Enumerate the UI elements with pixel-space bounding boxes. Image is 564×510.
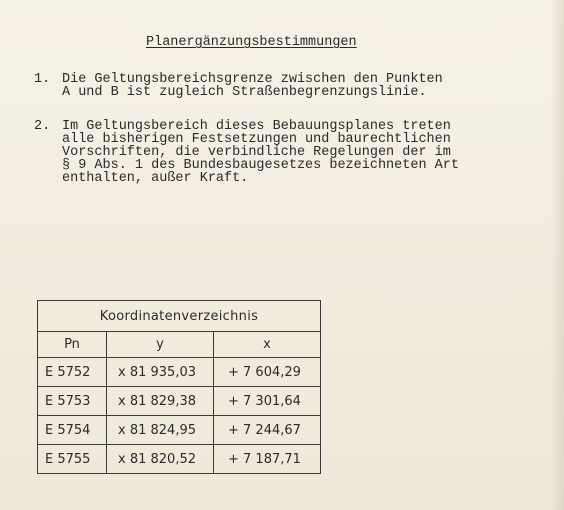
- cell-point: E 5755: [38, 445, 107, 474]
- provision-line: Im Geltungsbereich dieses Bebauungsplanes treten: [62, 119, 451, 134]
- provision-item-2: [34, 120, 544, 185]
- table-title: Koordinatenverzeichnis: [38, 301, 321, 332]
- table-row: [38, 416, 321, 445]
- document-title: Planergänzungsbestimmungen: [146, 35, 357, 50]
- cell-point: E 5754: [38, 416, 107, 445]
- provision-line: enthalten, außer Kraft.: [62, 171, 249, 186]
- cell-y: x 81 935,03: [107, 358, 214, 387]
- cell-y: x 81 820,52: [107, 445, 214, 474]
- table-row: [38, 445, 321, 474]
- cell-y: x 81 824,95: [107, 416, 214, 445]
- page-edge-shadow: [550, 0, 564, 510]
- cell-x: + 7 604,29: [214, 358, 321, 387]
- provision-line: Vorschriften, die verbindliche Regelungen der im: [62, 145, 451, 160]
- table-row: [38, 387, 321, 416]
- provision-number: 1.: [34, 72, 51, 87]
- provision-text: [62, 73, 443, 99]
- coordinate-table: [37, 300, 321, 474]
- column-header-pn: Pn: [38, 332, 107, 358]
- provision-line: A und B ist zugleich Straßenbegrenzungslinie.: [62, 85, 427, 100]
- provision-number: 2.: [34, 119, 51, 134]
- cell-x: + 7 244,67: [214, 416, 321, 445]
- cell-x: + 7 187,71: [214, 445, 321, 474]
- provision-text: [62, 120, 459, 185]
- provision-line: alle bisherigen Festsetzungen und baurechtlichen: [62, 132, 451, 147]
- cell-point: E 5753: [38, 387, 107, 416]
- table-row: [38, 358, 321, 387]
- cell-point: E 5752: [38, 358, 107, 387]
- column-header-x: x: [214, 332, 321, 358]
- provision-line: § 9 Abs. 1 des Bundesbaugesetzes bezeichneten Art: [62, 158, 459, 173]
- provision-line: Die Geltungsbereichsgrenze zwischen den Punkten: [62, 72, 443, 87]
- cell-x: + 7 301,64: [214, 387, 321, 416]
- provision-item-1: [34, 73, 544, 99]
- cell-y: x 81 829,38: [107, 387, 214, 416]
- column-header-y: y: [107, 332, 214, 358]
- table-header-row: [38, 332, 321, 358]
